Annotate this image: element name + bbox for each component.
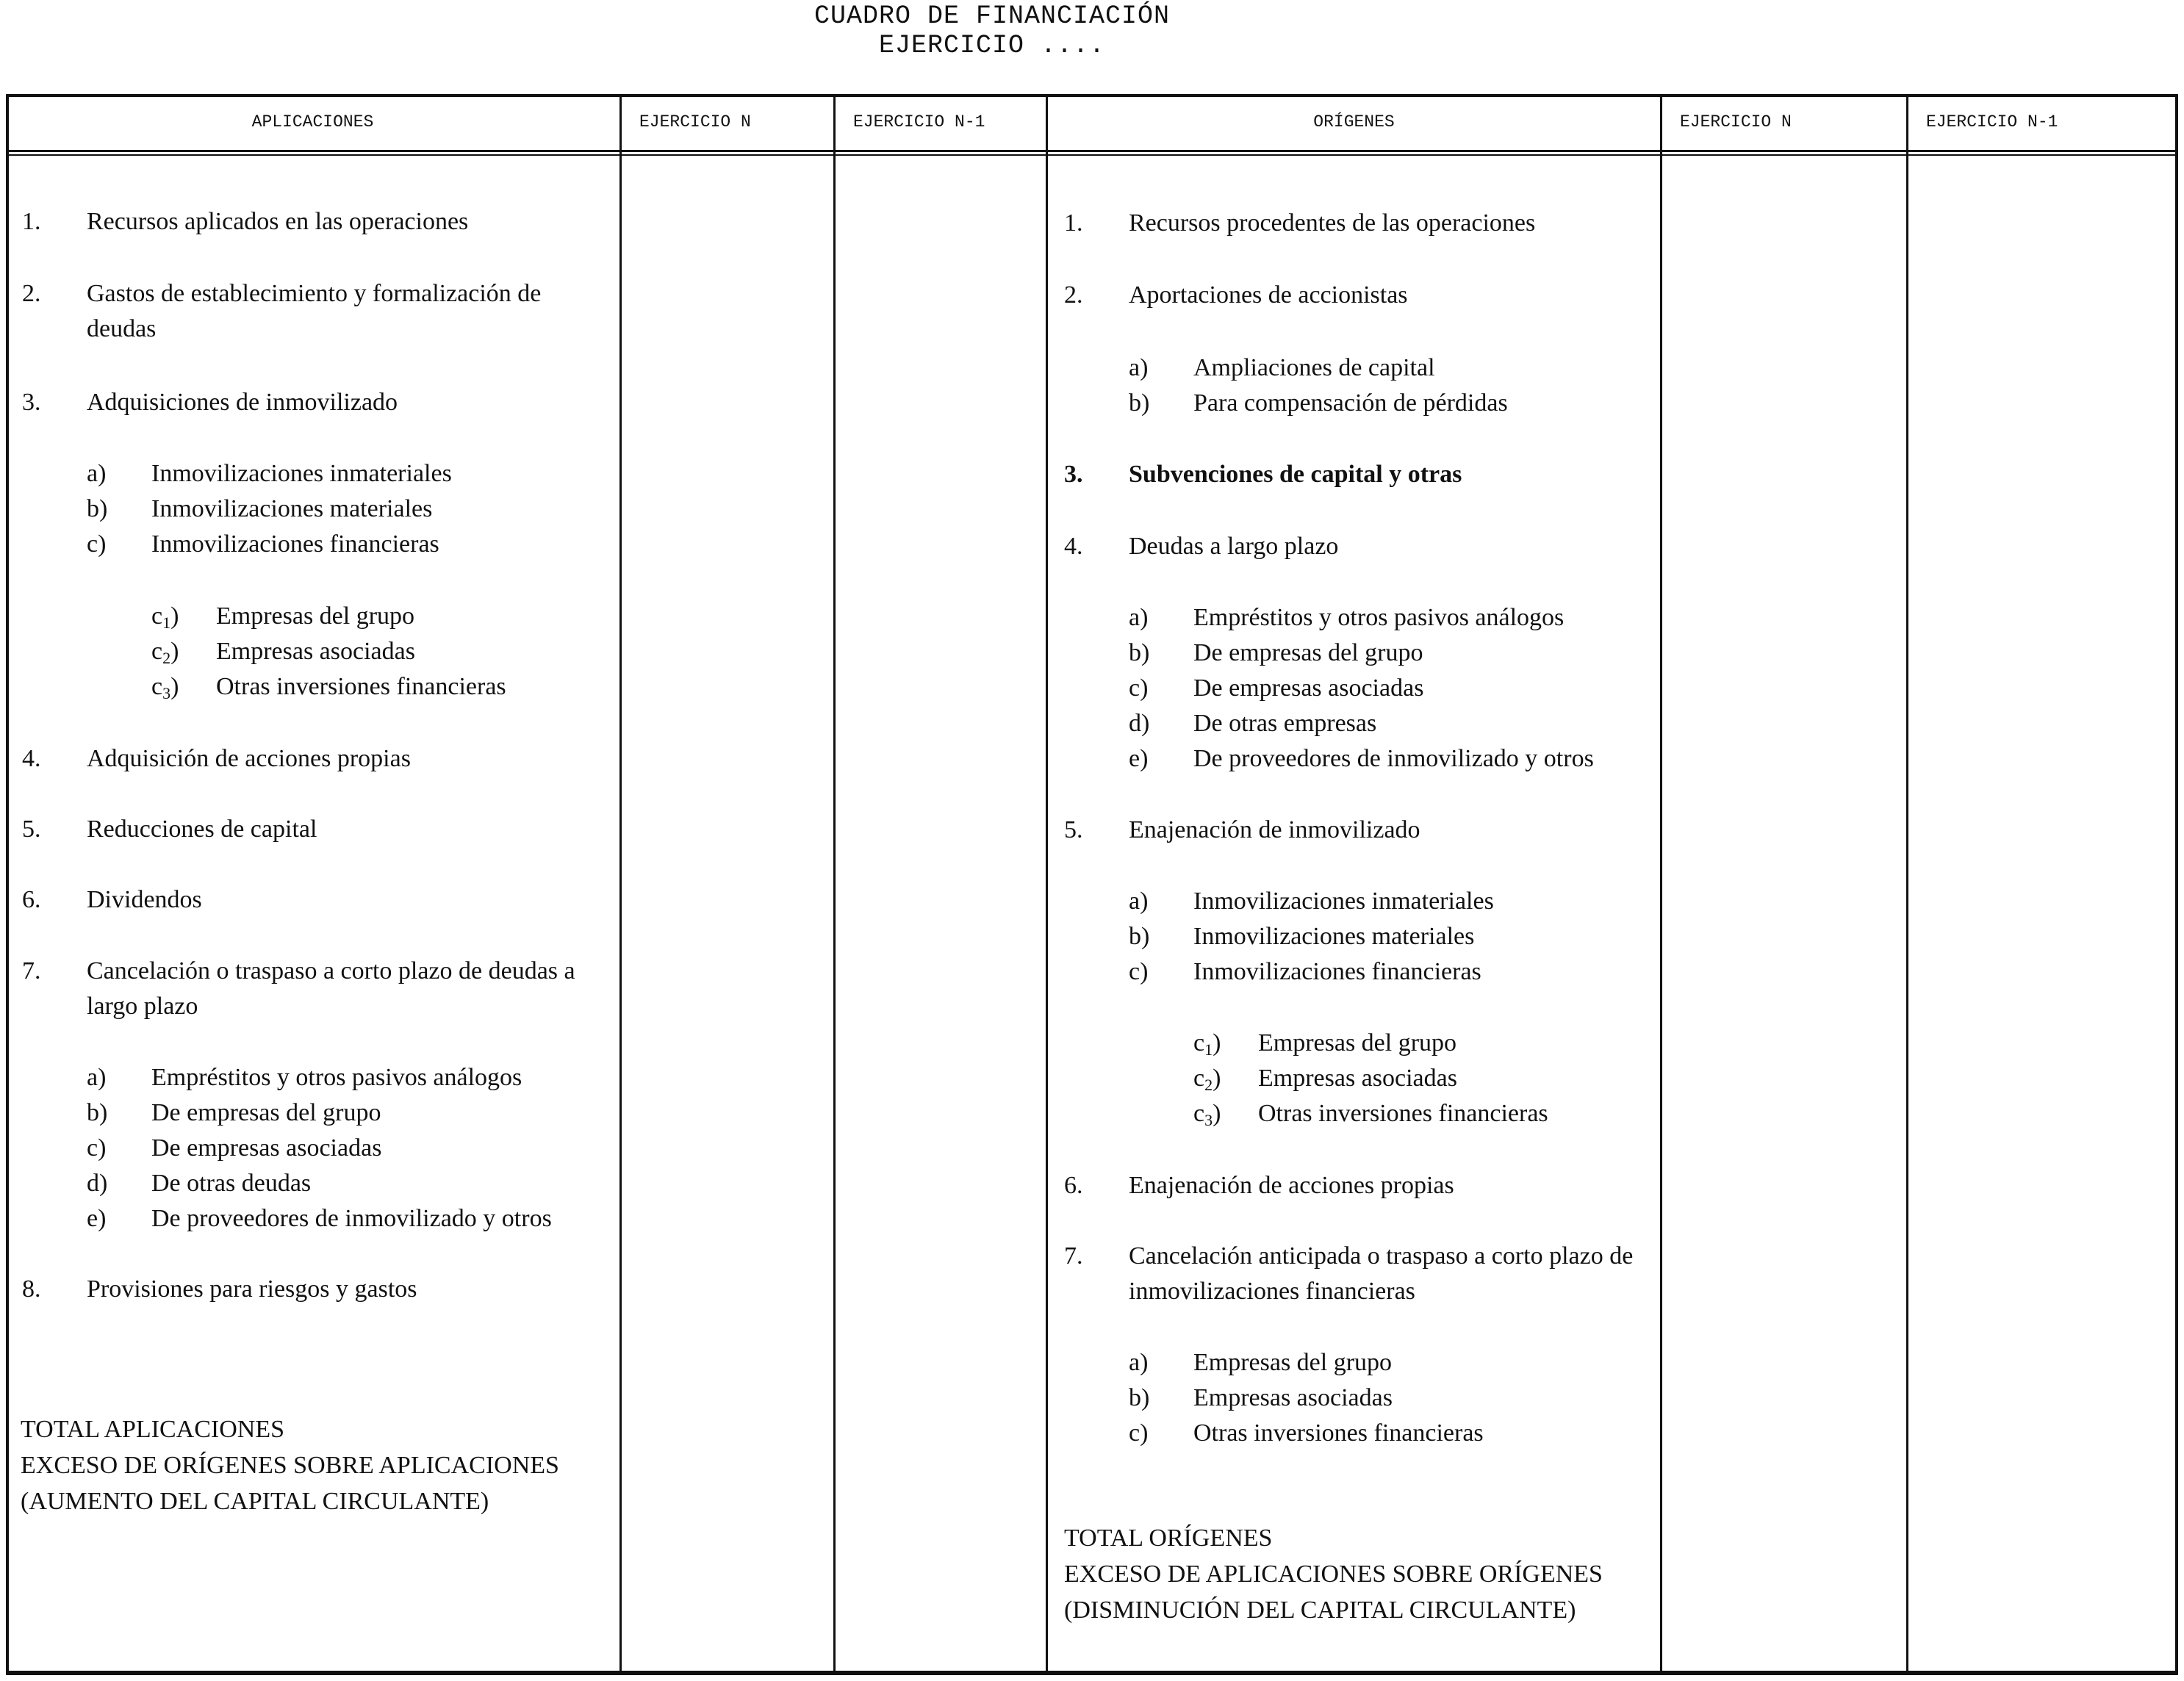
header-divider-double bbox=[6, 154, 2178, 156]
total-origenes: TOTAL ORÍGENES EXCESO DE APLICACIONES SOBRE ORÍGENES (DISMINUCIÓN DEL CAPITAL CIRCULANTE) bbox=[1064, 1525, 1603, 1624]
column-divider bbox=[1906, 94, 1908, 1675]
column-divider bbox=[1046, 94, 1048, 1675]
page-title: CUADRO DE FINANCIACIÓN bbox=[813, 1, 1171, 31]
column-divider bbox=[619, 94, 622, 1675]
page-subtitle: EJERCICIO .... bbox=[878, 31, 1106, 60]
total-aplicaciones: TOTAL APLICACIONES EXCESO DE ORÍGENES SOBRE APLICACIONES (AUMENTO DEL CAPITAL CIRCULANTE) bbox=[21, 1416, 559, 1515]
column-divider bbox=[1660, 94, 1662, 1675]
header-aplicaciones: APLICACIONES bbox=[251, 112, 374, 132]
header-ejercicio-n-right: EJERCICIO N bbox=[1680, 112, 1792, 132]
header-ejercicio-n1-right: EJERCICIO N-1 bbox=[1926, 112, 2058, 132]
header-divider bbox=[6, 150, 2178, 152]
header-ejercicio-n-left: EJERCICIO N bbox=[639, 112, 751, 132]
column-divider bbox=[833, 94, 836, 1675]
header-origenes: ORÍGENES bbox=[1313, 112, 1395, 132]
header-ejercicio-n1-left: EJERCICIO N-1 bbox=[853, 112, 985, 132]
